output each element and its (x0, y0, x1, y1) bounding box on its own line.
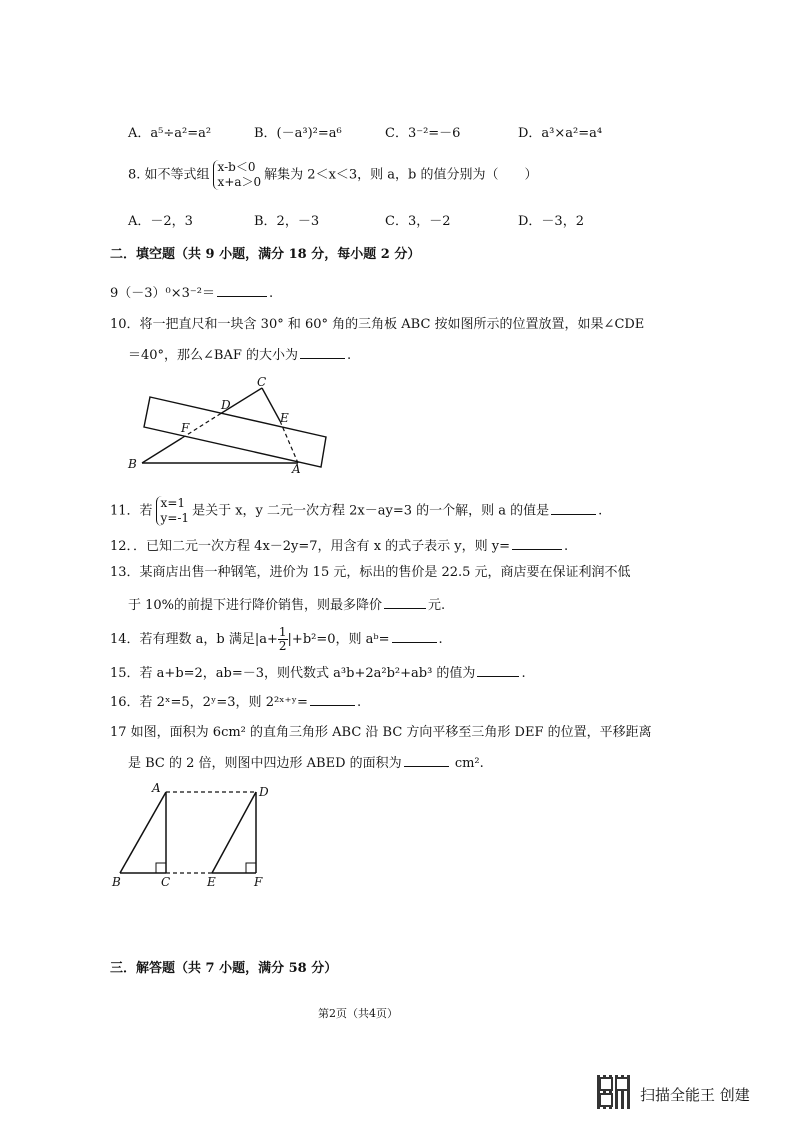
page-footer: 第2页（共4页） (318, 1007, 398, 1020)
right-angle-f (246, 863, 256, 873)
fig1-label-a: A (292, 462, 301, 475)
q8-eq1: x-b＜0 (217, 160, 256, 174)
section-3-title: 三．解答题（共 7 小题，满分 58 分） (110, 961, 338, 976)
q7-option-c: C．3⁻²=－6 (385, 126, 461, 141)
q8-eq2: x+a＞0 (217, 175, 262, 189)
q17-text: 是 BC 的 2 倍，则图中四边形 ABED 的面积为 (128, 756, 402, 771)
triangle-abc-hypotenuse (120, 792, 166, 873)
q7-option-b: B．(－a³)²=a⁶ (254, 126, 342, 141)
question-8 (128, 160, 538, 190)
fig2-label-a: A (152, 781, 161, 795)
question-17-line2 (128, 754, 484, 770)
q14-frac-num: 1 (278, 625, 287, 639)
question-10-line1: 10．将一把直尺和一块含 30° 和 60° 角的三角板 ABC 按如图所示的位置放置，如果∠CDE (110, 317, 645, 332)
fig1-label-f: F (181, 421, 190, 435)
figure-ruler-triangle (120, 375, 340, 475)
q15-text: 15．若 a+b=2，ab=－3，则代数式 a³b+2a²b²+ab³ 的值为 (110, 666, 476, 681)
q14-fraction (278, 626, 288, 653)
fig2-label-e: E (207, 875, 216, 889)
question-14: 14．若有理数 a，b 满足|a+ $\frac{1}{2}$ |+b²=0，则 aᵇ= . (110, 625, 443, 654)
fig1-label-c: C (257, 375, 267, 389)
q8-option-a: A．－2，3 (128, 214, 193, 229)
fig1-label-b: B (128, 457, 137, 471)
q14-prefix: 14．若有理数 a，b 满足|a+ (110, 632, 278, 648)
fig2-label-b: B (112, 875, 121, 889)
triangle-side-bc (142, 438, 182, 463)
q13-unit: 元. (428, 598, 446, 613)
q11-suffix: 是关于 x，y 二元一次方程 2x－ay=3 的一个解，则 a 的值是 (192, 503, 550, 519)
q14-answer-blank (392, 630, 437, 643)
question-10-line2: ＝40°，那么∠BAF 的大小为 . (128, 348, 352, 363)
fig2-label-f: F (254, 875, 263, 889)
question-12: 12．．已知二元一次方程 4x－2y=7，用含有 x 的式子表示 y，则 y= . (110, 539, 569, 554)
q8-option-d: D．－3，2 (518, 214, 584, 229)
ruler-shape (144, 397, 326, 467)
qr-code-icon (597, 1075, 631, 1109)
q12-text: 12．．已知二元一次方程 4x－2y=7，用含有 x 的式子表示 y，则 y= (110, 539, 510, 554)
fig1-label-e: E (280, 411, 289, 425)
q7-option-d: D．a³×a²=a⁴ (518, 126, 603, 141)
q14-suffix: |+b²=0，则 aᵇ= (287, 632, 390, 648)
question-17-line1: 17 如图，面积为 6cm² 的直角三角形 ABC 沿 BC 方向平移至三角形 DEF 的位置，平移距离 (110, 725, 652, 740)
q13-text: 于 10%的前提下进行降价销售，则最多降价 (128, 598, 383, 613)
q12-answer-blank (512, 537, 562, 550)
triangle-side-ca (262, 388, 280, 421)
q10-text: ＝40°，那么∠BAF 的大小为 (128, 348, 299, 363)
q15-answer-blank (477, 664, 519, 677)
q11-prefix: 11．若 (110, 503, 153, 519)
right-angle-c (156, 863, 166, 873)
scan-watermark: 扫描全能王 创建 (640, 1086, 750, 1104)
question-13-line2 (128, 596, 445, 612)
question-9: 9（－3）⁰×3⁻²＝ . (110, 286, 274, 301)
question-13-line1: 13．某商店出售一种钢笔，进价为 15 元，标出的售价是 22.5 元，商店要在保证利润不低 (110, 565, 631, 580)
question-16: 16．若 2ˣ=5，2ʸ=3，则 2²ˣ⁺ʸ= . (110, 695, 362, 710)
fig2-label-c: C (161, 875, 171, 889)
q8-option-b: B．2，－3 (254, 214, 320, 229)
q10-answer-blank (300, 346, 345, 359)
q8-suffix: 解集为 2＜x＜3，则 a，b 的值分别为（ ） (264, 167, 538, 183)
question-11: 11．若x=1 y=-1 是关于 x，y 二元一次方程 2x－ay=3 的一个解，则 a 的值是 . (110, 496, 603, 525)
q16-answer-blank (310, 693, 355, 706)
fig1-label-d: D (221, 398, 231, 412)
question-15: 15．若 a+b=2，ab=－3，则代数式 a³b+2a²b²+ab³ 的值为 . (110, 666, 526, 681)
q11-eq2: y=-1 (160, 511, 190, 525)
q9-answer-blank (217, 284, 267, 297)
q8-option-c: C．3，－2 (385, 214, 451, 229)
figure-translated-triangles (108, 780, 278, 890)
q11-eq1: x=1 (160, 496, 186, 510)
q8-system (213, 160, 262, 190)
q13-answer-blank (384, 596, 426, 609)
q11-answer-blank (551, 502, 596, 515)
q7-option-a: A．a⁵÷a²=a² (128, 126, 212, 141)
triangle-def-hypotenuse (212, 792, 256, 873)
fig2-label-d: D (259, 785, 269, 799)
q8-prefix: 8. 如不等式组 (128, 167, 210, 183)
q14-frac-den: 2 (278, 639, 287, 654)
q11-system (156, 496, 190, 526)
q17-unit: cm². (454, 756, 484, 771)
q9-text: 9（－3）⁰×3⁻²＝ (110, 286, 215, 301)
q16-text: 16．若 2ˣ=5，2ʸ=3，则 2²ˣ⁺ʸ= (110, 695, 308, 710)
q17-answer-blank (404, 754, 449, 767)
section-2-title: 二．填空题（共 9 小题，满分 18 分，每小题 2 分） (110, 247, 421, 262)
